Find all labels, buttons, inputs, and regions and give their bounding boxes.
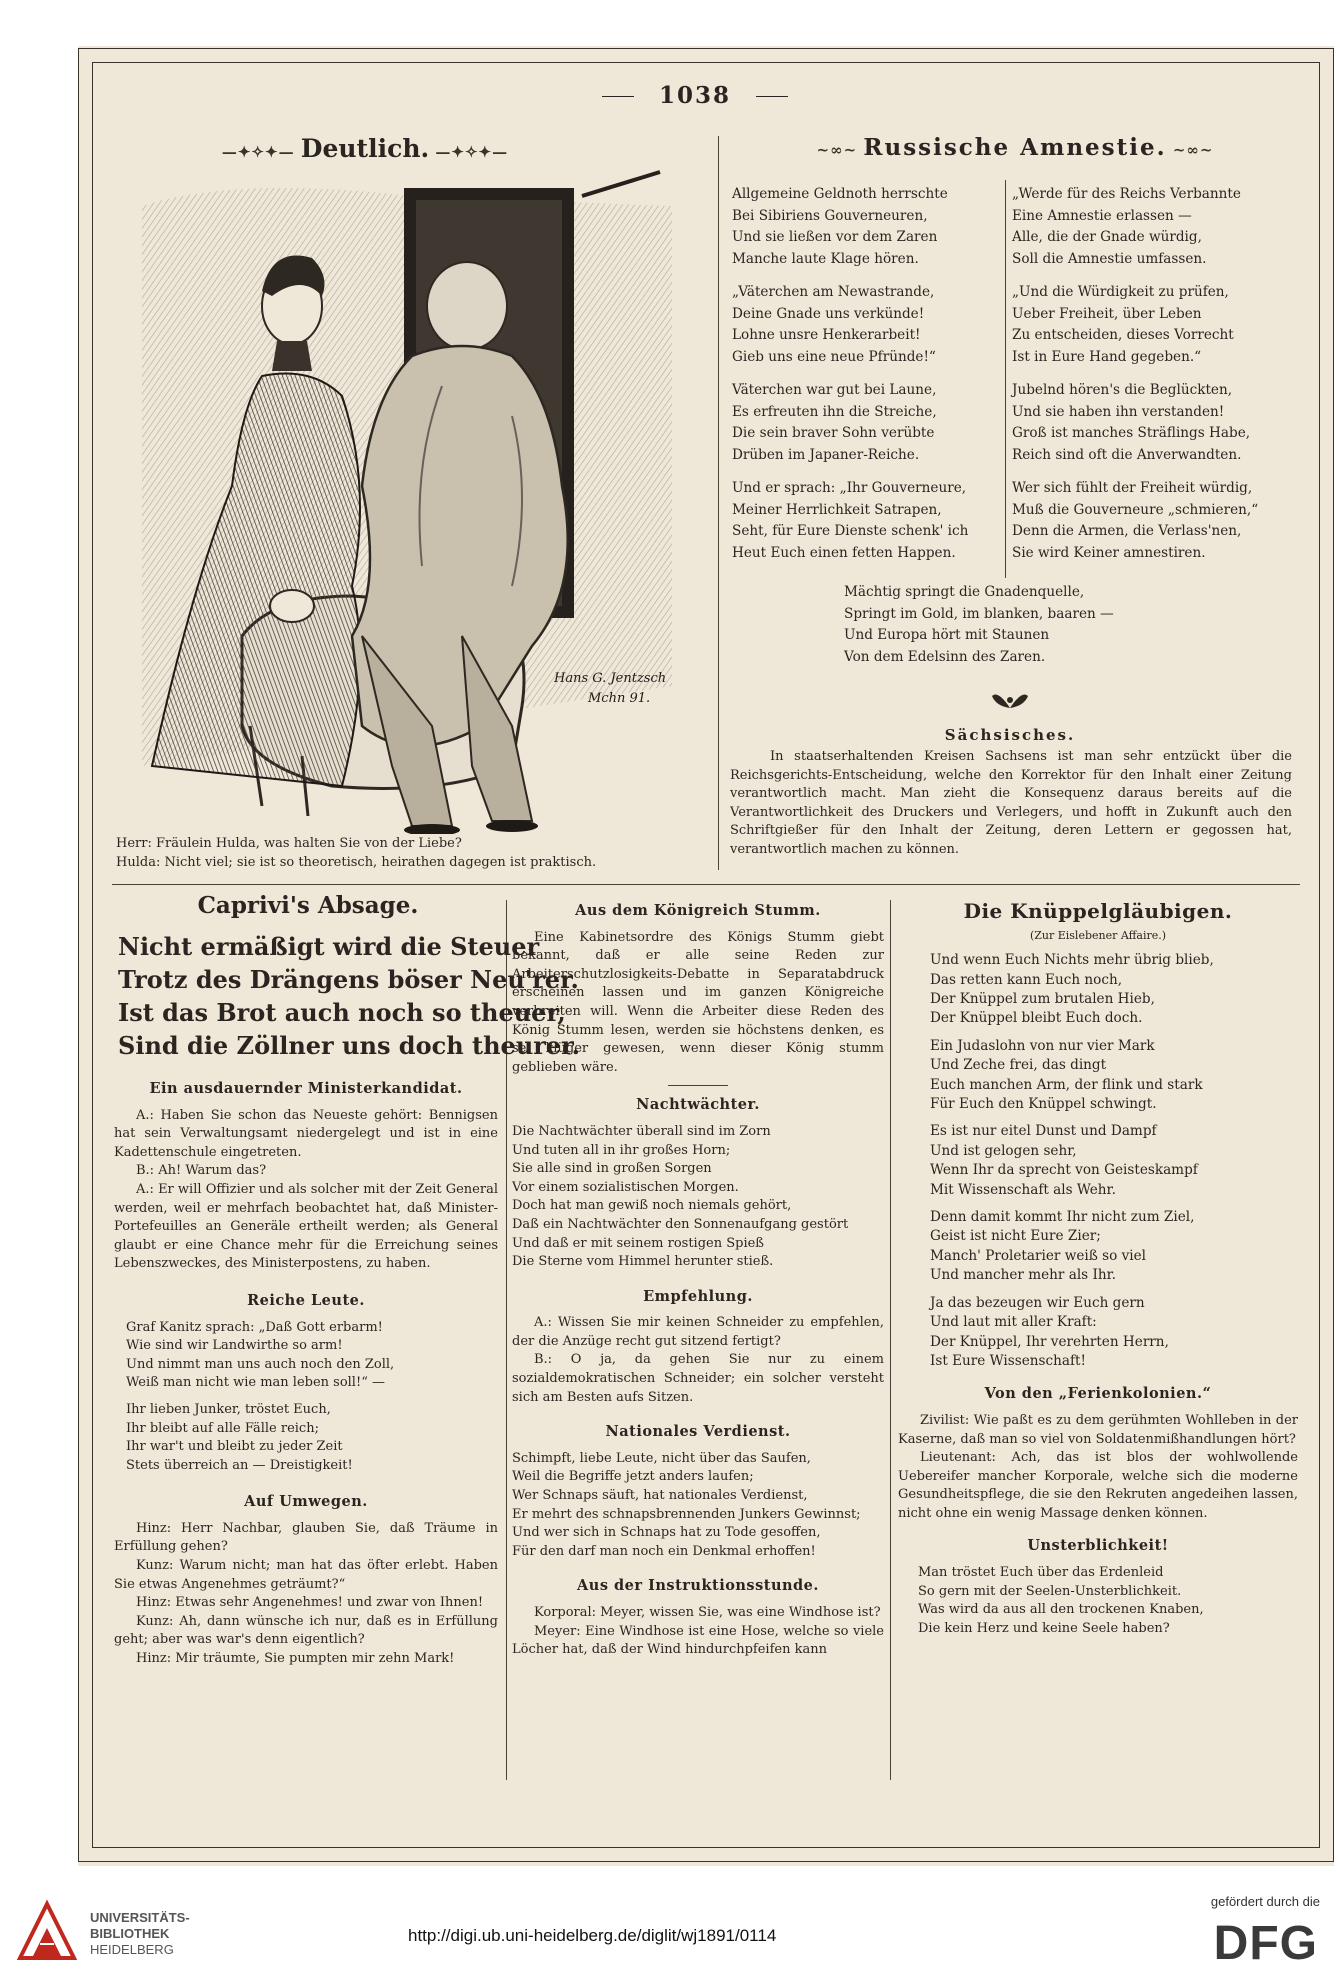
umwegen-title: Auf Umwegen. [244,1493,368,1511]
verse-line: Groß ist manches Sträflings Habe, [1012,425,1251,441]
stanza [1012,478,1298,564]
unsterblichkeit-verse [898,1564,1298,1638]
verse-line: Graf Kanitz sprach: „Daß Gott erbarm! [126,1319,383,1335]
ornament-left: ~∞~ [816,141,864,159]
illustration-signature-place: Mchn 91. [588,691,651,706]
reiche-leute-verse [114,1319,498,1476]
verse-line: Und wer sich in Schnaps hat zu Tode gesoffen, [512,1525,821,1541]
verse-line: Mächtig springt die Gnadenquelle, [844,584,1085,600]
dialog-paragraph: B.: Ah! Warum das? [136,1163,267,1179]
verse-line: Der Knüppel bleibt Euch doch. [930,1010,1143,1027]
unsterblichkeit-title: Unsterblichkeit! [1027,1537,1169,1555]
verse-line: Manche laute Klage hören. [732,250,919,267]
verse-line: Er mehrt des schnapsbrennenden Junkers Gewinnst; [512,1506,861,1522]
verse-line: „Werde für des Reichs Verbannte [1012,186,1241,202]
verse-line: Ihr bleibt auf alle Fälle reich; [126,1420,319,1436]
verse-line: Es erfreuten ihn die Streiche, [732,403,937,420]
stanza [732,478,998,564]
dialog-paragraph: Meyer: Eine Windhose ist eine Hose, welche so viele Löcher hat, daß der Wind hindurchpfeifen kann [512,1623,884,1658]
institution-line: BIBLIOTHEK [90,1926,170,1941]
university-seal-icon [14,1898,80,1964]
verse-line: Der Knüppel zum brutalen Hieb, [930,991,1155,1007]
ornament-right: ~∞~ [1166,141,1214,159]
knueppel-title: Die Knüppelgläubigen. [963,899,1233,923]
verse-line: Ein Judaslohn von nur vier Mark [930,1037,1155,1054]
ferienkolonien-title: Von den „Ferienkolonien.“ [984,1385,1212,1403]
verse-line: So gern mit der Seelen-Unsterblichkeit. [918,1583,1182,1599]
dialog-paragraph: Korporal: Meyer, wissen Sie, was eine Windhose ist? [534,1605,881,1620]
stanza [732,282,998,368]
verse-line: Für den darf man noch ein Denkmal erhoffen! [512,1543,816,1559]
verse-line: Schimpft, liebe Leute, nicht über das Saufen, [512,1450,811,1466]
dialog-paragraph: B.: O ja, da gehen Sie nur zu einem sozialdemokratischen Schneider; ein solcher versteht sich am Besten aufs Sitzen. [512,1352,884,1405]
dfg-logo: DFG [1213,1917,1318,1970]
verse-line: Weil die Begriffe jetzt anders laufen; [512,1469,754,1485]
verse-line: Drüben im Japaner-Reiche. [732,446,920,463]
verse-line: Und sie haben ihn verstanden! [1012,403,1225,420]
caprivi-verse [118,930,580,1062]
verse-line: Vor einem sozialistischen Morgen. [512,1179,739,1195]
knueppel-subtitle: (Zur Eislebener Affaire.) [1029,928,1167,942]
stanza [1012,184,1298,270]
right-column [898,899,1298,1638]
institution-name [90,1910,190,1958]
dialog-paragraph: Hinz: Herr Nachbar, glauben Sie, daß Träume in Erfüllung gehen? [114,1520,498,1555]
funded-by-label: gefördert durch die [1210,1894,1320,1909]
dialog-paragraph: A.: Er will Offizier und als solcher mit der Zeit General werden, weil er mehrfach beobachtet hat, daß Minister-Portefeuilles an Generäle ertheilt werden; als General glaubt er eine Chance mehr für die Erreichung seines Lebenszweckes, des Ministerpostens, zu haben. [114,1181,498,1272]
stanza [1012,380,1298,466]
fleuron-icon [990,688,1030,712]
verse-line: Väterchen war gut bei Laune, [732,382,937,398]
amnestie-right-column [1012,184,1298,576]
column-divider-right [890,900,891,1780]
stanza [1012,282,1298,368]
caption-line: Hulda: Nicht viel; sie ist so theoretisch, heirathen dagegen ist praktisch. [116,855,597,870]
stumm-title: Aus dem Königreich Stumm. [575,902,821,919]
verse-line: Doch hat man gewiß noch niemals gehört, [512,1198,792,1214]
empfehlung-title: Empfehlung. [643,1287,753,1305]
verse-line: Und Zeche frei, das dingt [930,1057,1107,1074]
verse-line: Ja das bezeugen wir Euch gern [930,1294,1145,1311]
verse-line: Ist Eure Wissenschaft! [930,1352,1086,1369]
verse-line: Reich sind oft die Anverwandten. [1012,446,1242,463]
verse-line: Denn die Armen, die Verlass'nen, [1012,523,1242,539]
verse-line: Und sie ließen vor dem Zaren [732,229,938,245]
verse-line: Allgemeine Geldnoth herrschte [732,186,948,202]
verse-line: Die Nachtwächter überall sind im Zorn [512,1123,771,1139]
section-divider [112,884,1300,885]
verse-line: Soll die Amnestie umfassen. [1012,250,1207,267]
verse-line: Die kein Herz und keine Seele haben? [918,1620,1170,1636]
verse-line: Seht, für Eure Dienste schenk' ich [732,523,969,539]
dialog-paragraph: Kunz: Warum nicht; man hat das öfter erlebt. Haben Sie etwas Angenehmes geträumt?“ [114,1558,498,1592]
verse-line: Das retten kann Euch noch, [930,971,1123,988]
verse-line: Und Europa hört mit Staunen [844,627,1050,643]
stanza [732,184,998,270]
ornament-left: —✦✧✦— [221,143,301,161]
verse-line: Sie alle sind in großen Sorgen [512,1161,712,1177]
dialog-paragraph: Zivilist: Wie paßt es zu dem gerühmten Wohlleben in der Kaserne, daß man so viel von Soldatenmißhandlungen hört? [898,1412,1298,1447]
verse-line: Die sein braver Sohn verübte [732,425,935,441]
verse-line: Stets überreich an — Dreistigkeit! [126,1457,353,1473]
verse-line: Ist das Brot auch noch so theuer, [118,998,566,1027]
verse-line: Sie wird Keiner amnestiren. [1012,544,1206,561]
verse-line: Springt im Gold, im blanken, baaren — [844,605,1114,622]
separator [668,1085,728,1086]
verse-line: Und nimmt man uns auch noch den Zoll, [126,1356,395,1372]
source-url-link[interactable]: http://digi.ub.uni-heidelberg.de/diglit/wj1891/0114 [408,1926,777,1945]
caption-line: Herr: Fräulein Hulda, was halten Sie von der Liebe? [116,836,462,851]
verse-line: Eine Amnestie erlassen — [1012,207,1192,224]
institution-line: UNIVERSITÄTS- [90,1910,190,1925]
verse-line: Ihr lieben Junker, tröstet Euch, [126,1401,331,1417]
amnestie-title: ~∞~ Russische Amnestie. ~∞~ [816,134,1214,161]
illustration-couple [112,166,690,834]
left-column [114,1070,498,1669]
verse-line: Was wird da aus all den trockenen Knaben, [918,1602,1204,1618]
verse-line: Zu entscheiden, dieses Vorrecht [1012,327,1234,343]
verse-line: Trotz des Drängens böser Neu'rer. [118,965,579,994]
verse-line: Wenn Ihr da sprecht von Geisteskampf [930,1162,1198,1179]
ministerkandidat-title: Ein ausdauernder Ministerkandidat. [149,1080,463,1097]
verse-line: Und daß er mit seinem rostigen Spieß [512,1235,764,1251]
verse-line: Alle, die der Gnade würdig, [1012,229,1202,245]
verse-line: Mit Wissenschaft als Wehr. [930,1181,1116,1198]
verse-line: Gieb uns eine neue Pfründe!“ [732,348,936,365]
verse-line: „Und die Würdigkeit zu prüfen, [1012,284,1229,300]
verdienst-title: Nationales Verdienst. [605,1423,791,1441]
verse-line: Es ist nur eitel Dunst und Dampf [930,1123,1157,1140]
verse-line: Und er sprach: „Ihr Gouverneure, [732,480,967,496]
nachtwaechter-verse [512,1123,884,1272]
verse-line: Und mancher mehr als Ihr. [930,1267,1116,1284]
verse-line: Von dem Edelsinn des Zaren. [844,648,1046,665]
verse-line: Für Euch den Knüppel schwingt. [930,1096,1157,1113]
dialog-paragraph: Lieutenant: Ach, das ist blos der wohlwollende Uebereifer mancher Korporale, welche sich die moderne Gesundheitspflege, die sie den Rekruten angedeihen lassen, nicht ohne ein wenig Massage denken können. [898,1450,1298,1521]
verse-line: Nicht ermäßigt wird die Steuer [118,932,540,961]
dialog-paragraph: A.: Haben Sie schon das Neueste gehört: Bennigsen hat sein Verwaltungsamt niedergelegt und ist in eine Kadettenschule eingetreten. [114,1107,498,1160]
dialog-paragraph: Hinz: Mir träumte, Sie pumpten mir zehn Mark! [136,1651,455,1667]
instruktion-title: Aus der Instruktionsstunde. [577,1577,819,1595]
verse-line: Sind die Zöllner uns doch theurer. [118,1031,580,1060]
verse-line: Daß ein Nachtwächter den Sonnenaufgang gestört [512,1216,849,1232]
illustration-signature: Hans G. Jentzsch [554,671,667,686]
column-divider-top [718,136,719,870]
verse-line: Und tuten all in ihr großes Horn; [512,1142,731,1158]
verse-line: Muß die Gouverneure „schmieren,“ [1012,501,1259,518]
caprivi-title: Caprivi's Absage. [197,892,419,919]
verse-line: Und wenn Euch Nichts mehr übrig blieb, [930,952,1214,969]
verse-line: Manch' Proletarier weiß so viel [930,1247,1147,1264]
middle-column [512,902,884,1660]
nachtwaechter-title: Nachtwächter. [636,1096,760,1114]
verse-line: Euch manchen Arm, der flink und stark [930,1076,1203,1093]
verse-line: Man tröstet Euch über das Erdenleid [918,1565,1164,1581]
verse-line: Deine Gnade uns verkünde! [732,305,925,322]
stanza [732,380,998,466]
verse-line: Wer Schnaps säuft, hat nationales Verdienst, [512,1488,808,1504]
institution-line: HEIDELBERG [90,1942,174,1957]
saechsisches-title: Sächsisches. [944,726,1076,744]
verse-line: Wer sich fühlt der Freiheit würdig, [1012,480,1253,496]
verdienst-verse [512,1450,884,1562]
verse-line: Ueber Freiheit, über Leben [1012,305,1202,322]
verse-line: Lohne unsre Henkerarbeit! [732,327,921,343]
verse-line: Meiner Herrlichkeit Satrapen, [732,501,942,518]
verse-line: Weiß man nicht wie man leben soll!“ — [126,1375,385,1391]
knueppel-verse [898,951,1298,1371]
amnestie-left-column [732,184,998,576]
poem-column-divider [1005,180,1006,578]
deutlich-title: —✦✧✦— Deutlich. —✦✧✦— [221,134,509,163]
verse-line: Bei Sibiriens Gouverneuren, [732,207,928,224]
verse-line: Geist ist nicht Eure Zier; [930,1228,1101,1245]
verse-line: Ihr war't und bleibt zu jeder Zeit [126,1439,343,1455]
reiche-leute-title: Reiche Leute. [247,1291,365,1309]
deutlich-caption [116,834,690,872]
verse-line: Der Knüppel, Ihr verehrten Herrn, [930,1333,1169,1350]
dialog-paragraph: Hinz: Etwas sehr Angenehmes! und zwar von Ihnen! [136,1595,484,1611]
page-number: 1038 [600,82,790,109]
verse-line: Ist in Eure Hand gegeben.“ [1012,348,1202,365]
verse-line: „Väterchen am Newastrande, [732,284,935,300]
amnestie-final-stanza [844,582,1144,668]
ornament-right: —✦✧✦— [429,143,509,161]
saechsisches-text: In staatserhaltenden Kreisen Sachsens ist man sehr entzückt über die Reichsgerichts-Entscheidung, welche den Korrektor für den Inhalt einer Zeitung verantwortlich macht. Man zieht die Konsequenz daraus bereits auf die Verantwortlichkeit des Druckers und Verlegers, und hofft in Zukunft auch den Schriftgießer für den Inhalt der Zeitung, deren Lettern er gegossen hat, verantwortlich machen zu können. [730,749,1292,857]
verse-line: Und laut mit aller Kraft: [930,1314,1097,1331]
verse-line: Denn damit kommt Ihr nicht zum Ziel, [930,1209,1195,1226]
verse-line: Wie sind wir Landwirthe so arm! [126,1338,343,1354]
verse-line: Jubelnd hören's die Beglückten, [1012,382,1233,398]
dialog-paragraph: Kunz: Ah, dann wünsche ich nur, daß es in Erfüllung geht; aber was war's denn eigentlich? [114,1613,498,1648]
verse-line: Die Sterne vom Himmel herunter stieß. [512,1254,774,1270]
verse-line: Und ist gelogen sehr, [930,1142,1077,1159]
stumm-text: Eine Kabinetsordre des Königs Stumm giebt bekannt, daß er alle seine Reden zur Arbeiterschutzlosigkeits-Debatte in Separatabdruck erscheinen lassen und im ganzen Königreiche verbreiten will. Wenn die Arbeiter diese Reden des König Stumm lesen, werden sie höchstens denken, es sei klüger gewesen, wenn dieser König stumm geblieben wäre. [512,929,884,1075]
dialog-paragraph: A.: Wissen Sie mir keinen Schneider zu empfehlen, der die Anzüge recht gut sitzend fertigt? [512,1315,884,1349]
verse-line: Heut Euch einen fetten Happen. [732,544,956,561]
